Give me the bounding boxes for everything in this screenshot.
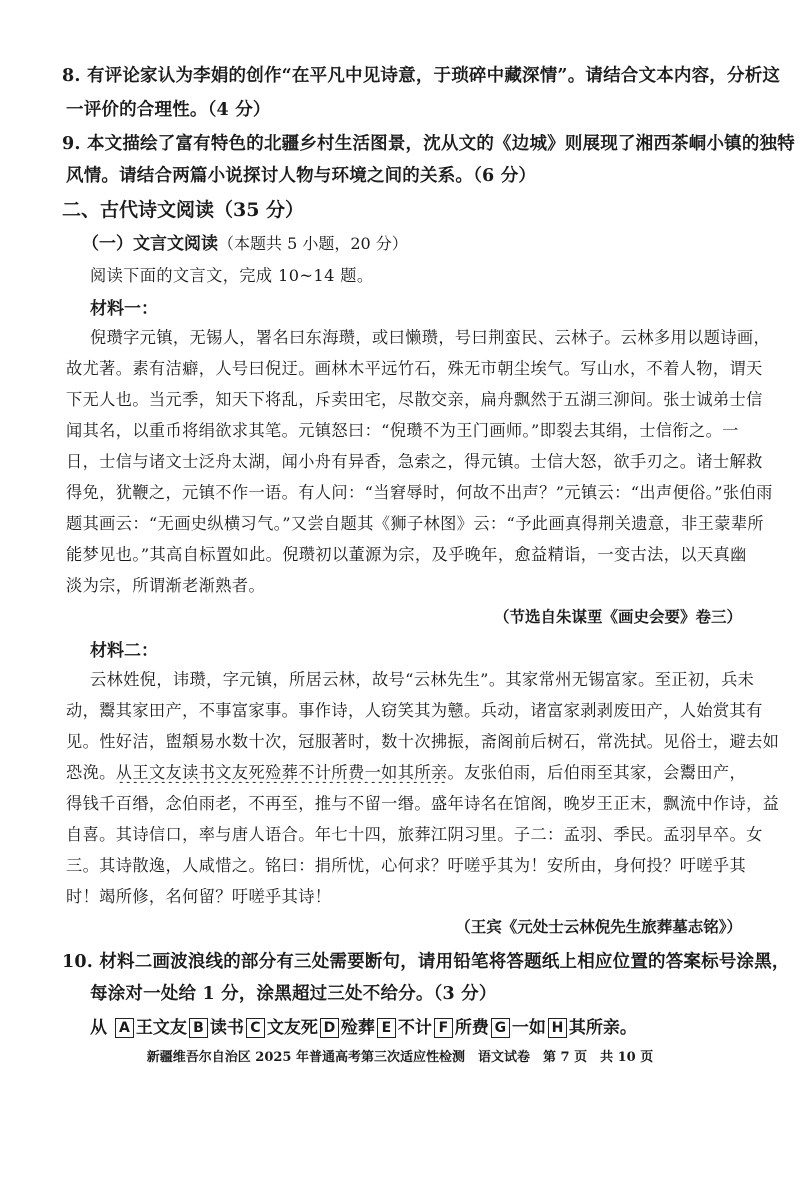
material-2-line <box>66 728 779 752</box>
question-10-answer-line <box>90 1013 637 1038</box>
material-1-line: 倪瓒字元镇，无锡人，署名曰东海瓒，或曰懒瓒，号曰荆蛮民、云林子。云林多用以题诗画， <box>90 328 771 347</box>
page-footer: 新疆维吾尔自治区 2025 年普通高考第三次适应性检测 语文试卷 第 7 页 共 10 页 <box>146 1050 654 1065</box>
part-1-heading <box>82 229 408 254</box>
question-9-line-1: 9. 本文描绘了富有特色的北疆乡村生活图景，沈从文的《边城》则展现了湘西茶峒小镇的独特 <box>62 134 795 154</box>
material-2-underlined-text: 兵动，诸富家剥剥废田产，人始赏其有 <box>480 701 763 720</box>
answer-box-h[interactable]: H <box>548 1018 567 1038</box>
answer-segment-text: 王文友 <box>135 1018 187 1038</box>
material-2-line: 得钱千百缗，念伯雨老，不再至，推与不留一缗。盛年诗名在馆阁，晚岁王正末，飘流中作诗，益 <box>66 794 780 813</box>
answer-box-g[interactable]: G <box>491 1018 510 1038</box>
material-1-text: 下无人也。当元季，知天下将乱，斥卖田宅，尽散交亲，扁舟飘然于五湖三泖间。 <box>66 390 664 409</box>
answer-segment-text: 所费 <box>454 1018 489 1038</box>
material-2-line: 时！竭所修，名何留？吁嗟乎其诗！ <box>66 887 332 906</box>
answer-segment-text: 文友死 <box>266 1018 318 1038</box>
answer-prefix: 从 <box>90 1018 107 1038</box>
answer-box-b[interactable]: B <box>189 1018 208 1038</box>
section-2-title: 二、古代诗文阅读（35 分） <box>62 199 305 221</box>
answer-box-a[interactable]: A <box>115 1018 134 1038</box>
question-10-line-1: 10. 材料二画波浪线的部分有三处需要断句，请用铅笔将答题纸上相应位置的答案标号涂黑， <box>62 952 790 972</box>
material-2-wavy-text: 从王文友读书文友死殓葬不计所费一如其所亲 <box>115 763 448 782</box>
question-8-line-1: 8. 有评论家认为李娟的创作“在平凡中见诗意，于琐碎中藏深情”。请结合文本内容，分析这 <box>62 66 781 86</box>
answer-segment-text: 不计 <box>397 1018 432 1038</box>
material-2-text: 恐浼。 <box>66 763 116 782</box>
material-1-line: 日，士信与诸文士泛舟太湖，闻小舟有异香，急索之，得元镇。士信大怒，欲手刃之。诸士解救 <box>66 452 763 471</box>
material-1-line <box>66 417 739 441</box>
answer-segment-text: 殓葬 <box>340 1018 375 1038</box>
material-1-line: 淡为宗，所谓渐老渐熟者。 <box>66 576 266 595</box>
material-2-text: 。友张伯雨，后伯雨至其家，会鬻田产， <box>447 763 747 782</box>
material-1-line: 题其画云：“无画史纵横习气。”又尝自题其《狮子林图》云：“予此画真得荆关遗意，非王蒙辈所 <box>66 514 765 533</box>
material-1-line: 故尤著。素有洁癖，人号曰倪迂。画林木平远竹石，殊无市朝尘埃气。写山水，不着人物，谓天 <box>66 359 763 378</box>
material-2-source: （王宾《元处士云林倪先生旅葬墓志铭》） <box>455 917 742 936</box>
material-1-line: 得免，犹鞭之，元镇不作一语。有人问：“当窘辱时，何故不出声？”元镇云：“出声便俗。”张伯雨 <box>66 483 773 502</box>
answer-box-e[interactable]: E <box>377 1018 396 1038</box>
material-1-text: 元镇怒曰：“倪瓒不为王门画师。”即裂去其绢，士信衔之。一 <box>298 421 739 440</box>
question-8-line-2: 一评价的合理性。（4 分） <box>66 100 271 120</box>
material-1-label: 材料一： <box>90 299 158 319</box>
material-1-line <box>66 386 763 410</box>
question-10-line-2: 每涂对一处给 1 分，涂黑超过三处不给分。（3 分） <box>90 984 497 1004</box>
material-2-underlined-text: 见。 <box>66 732 100 751</box>
answer-segment-text: 一如 <box>511 1018 546 1038</box>
answer-box-d[interactable]: D <box>320 1018 339 1038</box>
material-2-line <box>66 759 746 783</box>
material-1-underlined-text: 张士诚弟士信 <box>663 390 763 409</box>
material-2-text: 动，鬻其家田产，不事富家事。事作诗，人窃笑其为戆。 <box>66 701 481 720</box>
answer-segment-text: 其所亲。 <box>568 1018 637 1038</box>
material-2-line <box>66 697 763 721</box>
question-9-line-2: 风情。请结合两篇小说探讨人物与环境之间的关系。（6 分） <box>66 166 537 186</box>
part-1-note: （本题共 5 小题，20 分） <box>218 234 408 253</box>
material-1-source: （节选自朱谋垔《画史会要》卷三） <box>493 607 742 626</box>
material-1-line: 能梦见也。”其高自标置如此。倪瓒初以董源为宗，及乎晚年，愈益精诣，一变古法，以天真幽 <box>66 545 747 564</box>
material-2-text: 性好洁，盥頮易水数十次，冠服著时，数十次拂振，斋阁前后树石，常洗拭。见俗士，避去如 <box>99 732 780 751</box>
reading-instruction: 阅读下面的文言文，完成 10~14 题。 <box>90 266 374 285</box>
part-1-title: （一）文言文阅读 <box>82 234 218 254</box>
material-2-line: 三。其诗散逸，人咸惜之。铭曰：捐所忧，心何求？吁嗟乎其为！安所由，身何投？吁嗟乎其 <box>66 856 747 875</box>
answer-box-c[interactable]: C <box>246 1018 265 1038</box>
answer-box-f[interactable]: F <box>434 1018 453 1038</box>
material-2-label: 材料二： <box>90 641 158 661</box>
answer-segment-text: 读书 <box>209 1018 244 1038</box>
material-2-line: 云林姓倪，讳瓒，字元镇，所居云林，故号“云林先生”。其家常州无锡富家。至正初，兵未 <box>90 670 755 689</box>
material-2-line: 自喜。其诗信口，率与唐人语合。年七十四，旅葬江阴习里。子二：孟羽、季民。孟羽早卒。女 <box>66 825 763 844</box>
material-1-underlined-text: 闻其名，以重币将绢欲求其笔。 <box>66 421 299 440</box>
